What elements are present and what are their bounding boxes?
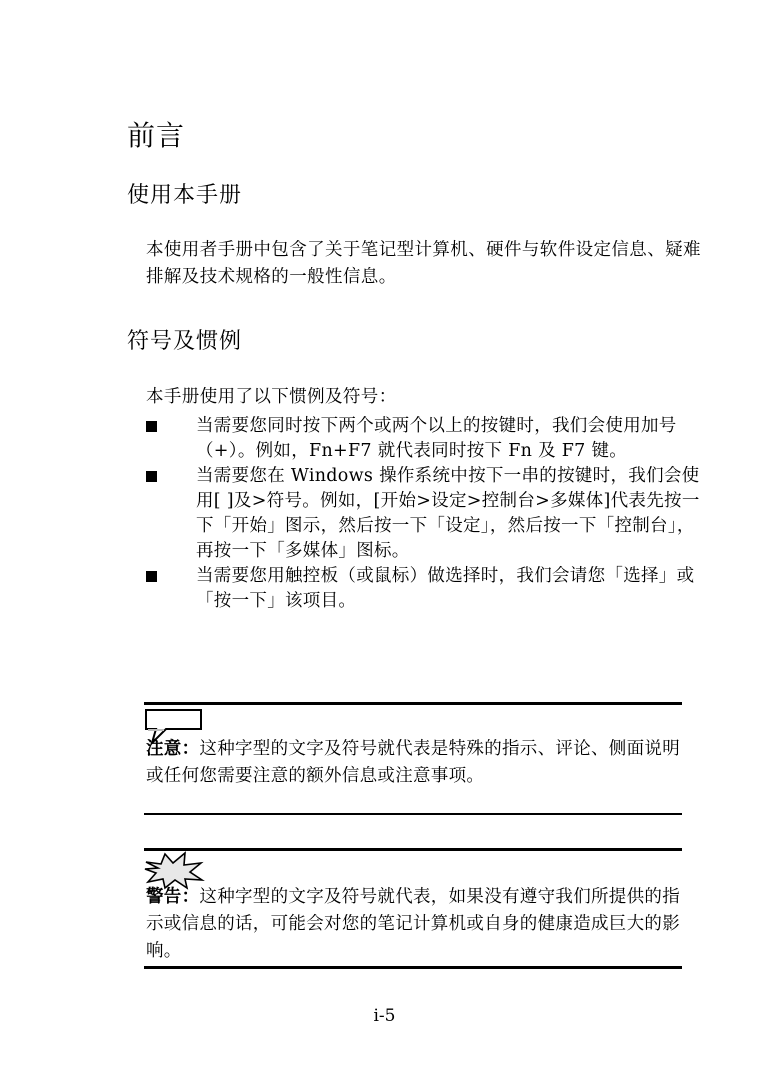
bullet-square-icon	[146, 421, 157, 432]
page-number: i-5	[373, 1006, 396, 1026]
section-title-conventions: 符号及惯例	[127, 329, 243, 354]
note-top-rule	[144, 702, 682, 705]
note-body: 这种字型的文字及符号就代表是特殊的指示、评论、侧面说明或任何您需要注意的额外信息或注意事项。	[146, 739, 681, 786]
list-item: 当需要您在 Windows 操作系统中按下一串的按键时，我们会使用[ ]及>符号。例如，[开始>设定>控制台>多媒体]代表先按一下「开始」图示，然后按一下「设定」，然后按一下「控制台」，再按一下「多媒体」图标。	[146, 464, 706, 564]
conventions-intro: 本手册使用了以下惯例及符号：	[146, 387, 397, 407]
bullet-square-icon	[146, 471, 157, 482]
note-bottom-rule	[144, 813, 682, 815]
page-title: 前言	[127, 119, 186, 152]
list-item: 当需要您用触控板（或鼠标）做选择时，我们会请您「选择」或「按一下」该项目。	[146, 564, 706, 614]
warning-text	[146, 884, 686, 965]
conventions-list	[146, 414, 706, 614]
bullet-square-icon	[146, 571, 157, 582]
warning-body: 这种字型的文字及符号就代表，如果没有遵守我们所提供的指示或信息的话，可能会对您的笔记计算机或自身的健康造成巨大的影响。	[146, 887, 681, 961]
note-text	[146, 736, 686, 790]
warning-top-rule	[144, 848, 682, 851]
warning-lead: 警告：	[146, 887, 200, 907]
section-body-manual: 本使用者手册中包含了关于笔记型计算机、硬件与软件设定信息、疑难排解及技术规格的一般性信息。	[146, 240, 701, 287]
note-lead: 注意：	[146, 739, 200, 759]
list-item: 当需要您同时按下两个或两个以上的按键时，我们会使用加号（+）。例如，Fn+F7 就代表同时按下 Fn 及 F7 键。	[146, 414, 706, 464]
section-title-manual: 使用本手册	[127, 183, 243, 208]
warning-bottom-rule	[144, 966, 682, 969]
